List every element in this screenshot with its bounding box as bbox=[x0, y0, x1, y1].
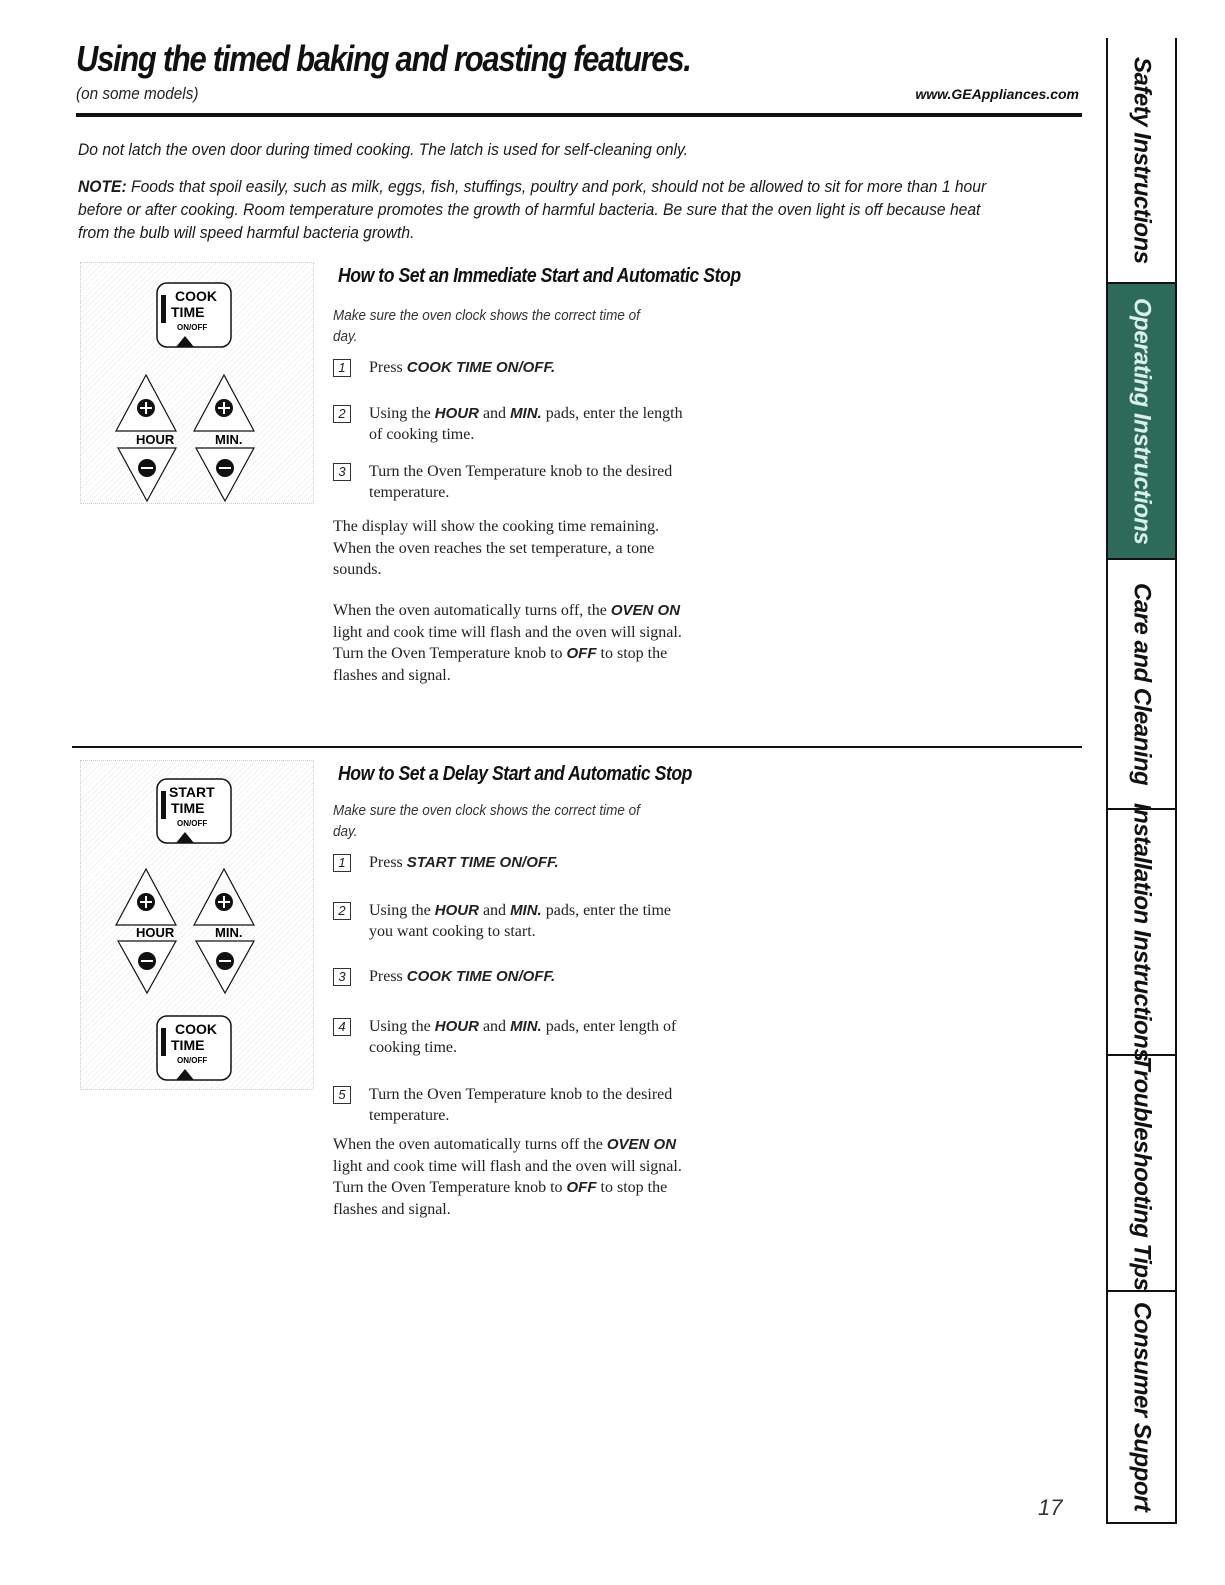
section2-step-4: 4 Using the HOUR and MIN. pads, enter length of cooking time. bbox=[333, 1016, 693, 1058]
section2-step-2: 2 Using the HOUR and MIN. pads, enter the time you want cooking to start. bbox=[333, 900, 693, 942]
section1-paragraph-2: When the oven automatically turns off, the OVEN ON light and cook time will flash and the oven will signal. Turn the Oven Temperature knob to OFF to stop the flashes and signal. bbox=[333, 602, 682, 684]
section-tabs bbox=[1106, 38, 1177, 1524]
section1-step-1: 1 Press COOK TIME ON/OFF. bbox=[333, 357, 693, 378]
tab-label: Consumer Support bbox=[1128, 1302, 1156, 1512]
tab-label: Care and Cleaning bbox=[1128, 582, 1156, 786]
header-rule bbox=[76, 113, 1082, 117]
section1-step-3: 3 Turn the Oven Temperature knob to the desired temperature. bbox=[333, 461, 693, 503]
hour-label: HOUR bbox=[136, 432, 175, 447]
min-label: MIN. bbox=[215, 432, 243, 447]
section2-intro: Make sure the oven clock shows the correct time of day. bbox=[333, 802, 640, 840]
step-number: 5 bbox=[333, 1086, 351, 1104]
pad-label-onoff: ON/OFF bbox=[177, 1056, 208, 1065]
indicator-bar bbox=[161, 1028, 166, 1056]
note-label: NOTE: bbox=[78, 177, 127, 196]
section2-paragraph: When the oven automatically turns off the OVEN ON light and cook time will flash and the oven will signal. Turn the Oven Temperature knob to OFF to stop the flashes and signal. bbox=[333, 1136, 682, 1218]
keypad-illustration-2 bbox=[80, 760, 314, 1090]
hour-label: HOUR bbox=[136, 925, 175, 940]
keypad-illustration-1 bbox=[80, 262, 314, 504]
section2-step-3: 3 Press COOK TIME ON/OFF. bbox=[333, 966, 693, 987]
step-number: 1 bbox=[333, 854, 351, 872]
pad-label-time: TIME bbox=[171, 800, 205, 816]
section-divider bbox=[72, 746, 1082, 748]
pad-label-time: TIME bbox=[171, 1037, 205, 1053]
note-text: Foods that spoil easily, such as milk, eggs, fish, stuffings, poultry and pork, should not be allowed to sit for more than 1 hour before or after cooking. Room temperature promotes the growth of harmful bacteria. Be sure that the oven light is off because heat from the bulb will speed harmful bacteria growth. bbox=[78, 177, 987, 242]
page-number: 17 bbox=[1038, 1495, 1063, 1520]
website-link[interactable]: www.GEAppliances.com bbox=[915, 86, 1079, 102]
page-subtitle: (on some models) bbox=[76, 84, 199, 103]
keypad-svg-1 bbox=[81, 263, 313, 503]
step-number: 2 bbox=[333, 902, 351, 920]
pad-label-onoff: ON/OFF bbox=[177, 323, 208, 332]
section2-step-1: 1 Press START TIME ON/OFF. bbox=[333, 852, 693, 873]
page-title: Using the timed baking and roasting features. bbox=[76, 38, 691, 79]
tab-label: Installation Instructions bbox=[1128, 802, 1156, 1062]
tab-label: Operating Instructions bbox=[1128, 297, 1156, 545]
indicator-bar bbox=[161, 295, 166, 323]
indicator-bar bbox=[161, 791, 166, 819]
tab-safety-instructions[interactable] bbox=[1108, 38, 1175, 284]
pad-label-time: TIME bbox=[171, 304, 205, 320]
step-number: 3 bbox=[333, 968, 351, 986]
pad-label-cook: COOK bbox=[175, 1021, 217, 1037]
section1-heading: How to Set an Immediate Start and Automatic Stop bbox=[338, 265, 741, 287]
min-label: MIN. bbox=[215, 925, 243, 940]
tab-label: Troubleshooting Tips bbox=[1128, 1055, 1156, 1291]
pad-label-cook: COOK bbox=[175, 288, 217, 304]
step-number: 1 bbox=[333, 359, 351, 377]
warning-text: Do not latch the oven door during timed cooking. The latch is used for self-cleaning only. bbox=[78, 140, 689, 159]
tab-troubleshooting-tips[interactable] bbox=[1108, 1056, 1175, 1292]
section1-step-2: 2 Using the HOUR and MIN. pads, enter the length of cooking time. bbox=[333, 403, 693, 445]
section1-intro: Make sure the oven clock shows the correct time of day. bbox=[333, 307, 640, 345]
tab-operating-instructions[interactable] bbox=[1108, 284, 1175, 560]
pad-label-start: START bbox=[169, 784, 215, 800]
tab-consumer-support[interactable] bbox=[1108, 1292, 1175, 1524]
tab-care-and-cleaning[interactable] bbox=[1108, 560, 1175, 810]
step-number: 3 bbox=[333, 463, 351, 481]
section1-paragraph-1: The display will show the cooking time remaining. When the oven reaches the set temperature, a tone sounds. bbox=[333, 518, 660, 578]
tab-installation-instructions[interactable] bbox=[1108, 802, 1175, 1062]
keypad-svg-2 bbox=[81, 761, 313, 1089]
note-paragraph bbox=[78, 175, 998, 244]
step-number: 2 bbox=[333, 405, 351, 423]
step-number: 4 bbox=[333, 1018, 351, 1036]
section2-heading: How to Set a Delay Start and Automatic Stop bbox=[338, 763, 692, 785]
section2-step-5: 5 Turn the Oven Temperature knob to the desired temperature. bbox=[333, 1084, 693, 1126]
pad-label-onoff: ON/OFF bbox=[177, 819, 208, 828]
tab-label: Safety Instructions bbox=[1128, 56, 1156, 264]
